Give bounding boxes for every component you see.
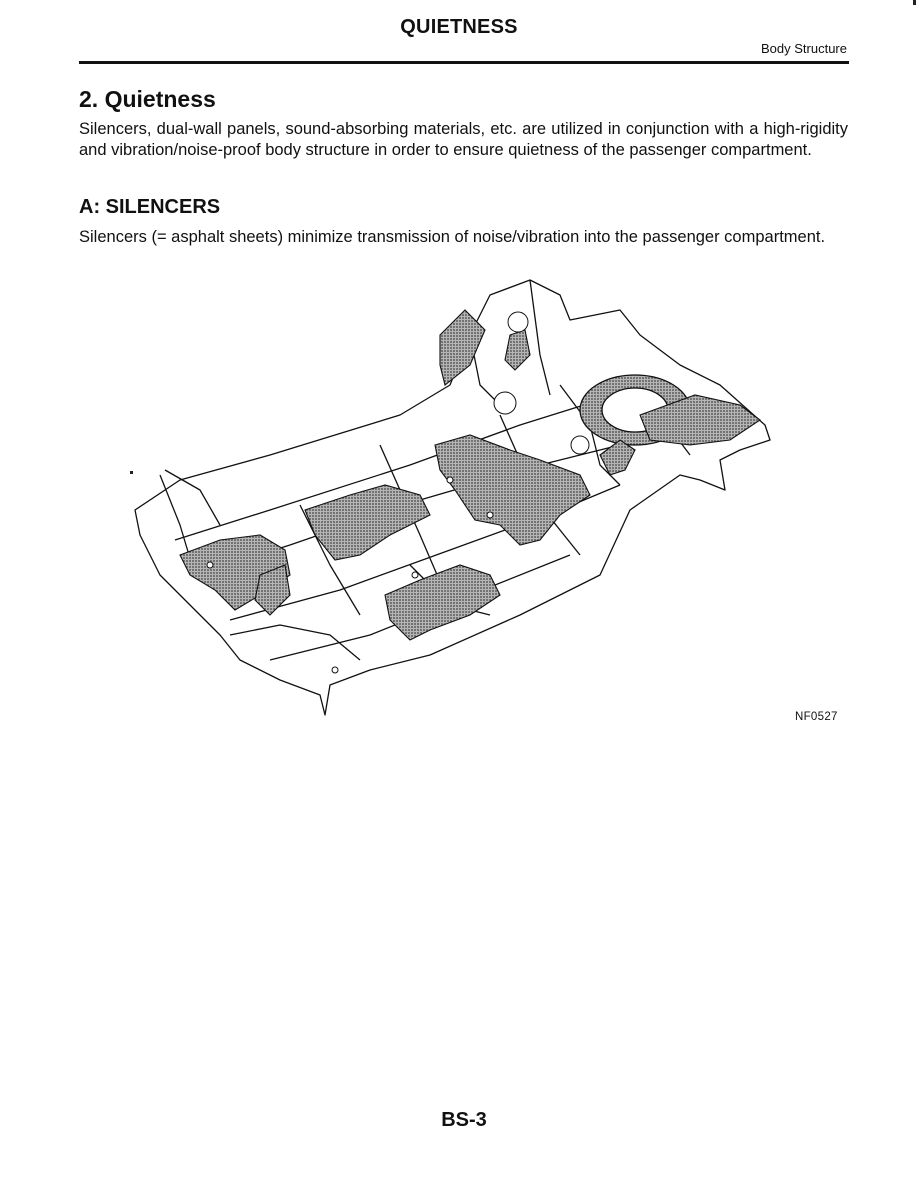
scan-speck bbox=[913, 0, 916, 5]
figure-code: NF0527 bbox=[795, 711, 838, 723]
page-title: QUIETNESS bbox=[400, 16, 518, 38]
page-number: BS-3 bbox=[441, 1109, 487, 1131]
scan-speck bbox=[130, 471, 133, 474]
subsection-heading: A: SILENCERS bbox=[79, 196, 221, 218]
section-name: Body Structure bbox=[761, 41, 847, 56]
intro-paragraph: Silencers, dual-wall panels, sound-absorbing materials, etc. are utilized in conjunction with a high-rigidity and vibration/noise-proof body structure in order to ensure quietness of the passenger compartment. bbox=[79, 120, 848, 159]
section-heading: 2. Quietness bbox=[79, 86, 216, 112]
floor-silencer-diagram bbox=[120, 275, 780, 725]
silencers-paragraph: Silencers (= asphalt sheets) minimize transmission of noise/vibration into the passenger compartment. bbox=[79, 228, 826, 246]
header-divider bbox=[79, 61, 849, 64]
